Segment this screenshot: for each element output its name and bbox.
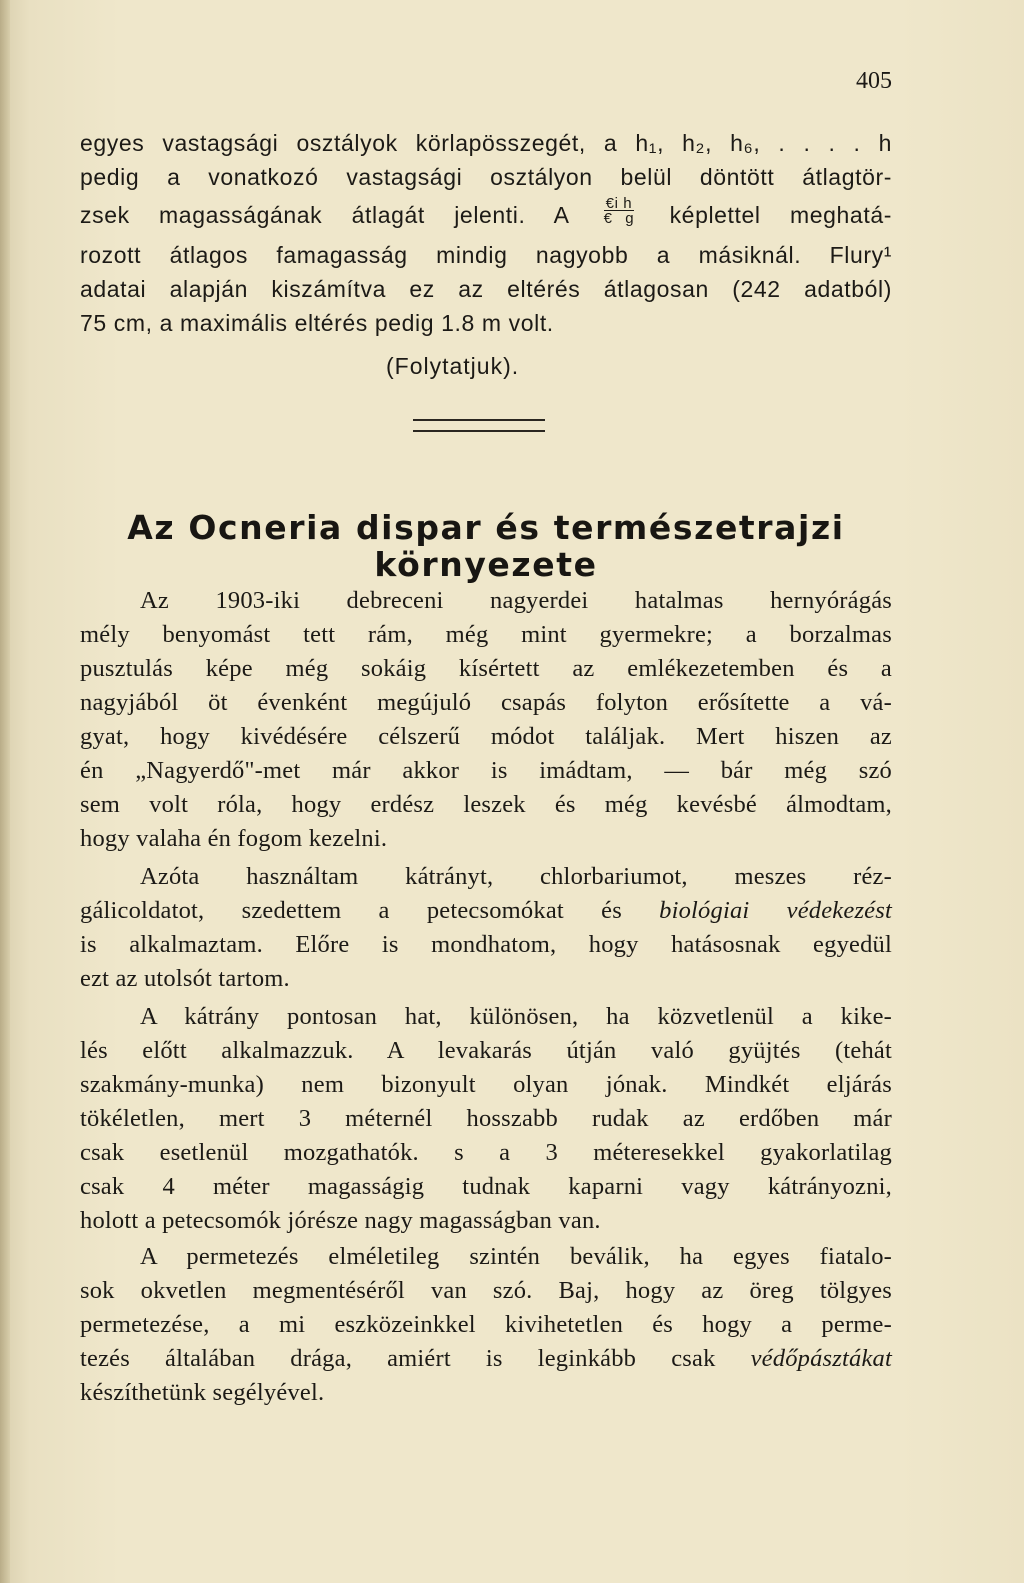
text-line: mély benyomást tett rám, még mint gyermekre; a borzalmas	[80, 621, 892, 648]
formula-fraction	[603, 194, 635, 227]
continued-note: (Folytatjuk).	[386, 353, 520, 379]
text-line: lés előtt alkalmazzuk. A levakarás útján való gyüjtés (tehát	[80, 1037, 892, 1064]
article-title-line2: környezete	[374, 545, 598, 584]
text-line: szakmány-munka) nem bizonyult olyan jónak. Mindkét eljárás	[80, 1071, 892, 1098]
text-segment: gálicoldatot, szedettem a petecsomókat és	[80, 897, 622, 924]
text-segment: képlettel meghatá-	[669, 202, 892, 228]
continued-paragraph	[80, 126, 892, 340]
article-title: Az Ocneria dispar és természetrajzi	[127, 508, 845, 547]
italic-text: védőpásztákat	[750, 1345, 892, 1372]
text-line: is alkalmaztam. Előre is mondhatom, hogy hatásosnak egyedül	[80, 931, 892, 958]
formula-denominator: € g	[603, 209, 635, 227]
text-line: gyat, hogy kivédésére célszerű módot találjak. Mert hiszen az	[80, 723, 892, 750]
text-line	[80, 1342, 892, 1376]
text-line: hogy valaha én fogom kezelni.	[80, 825, 388, 852]
text-line: nagyjából öt évenként megújuló csapás folyton erősítette a vá-	[80, 689, 892, 716]
text-line: pusztulás képe még sokáig kísértett az emlékezetemben és a	[80, 655, 892, 682]
article-paragraph-1	[80, 584, 892, 856]
text-line-with-formula	[80, 194, 892, 238]
article-paragraph-3	[80, 1000, 892, 1238]
text-line: holott a petecsomók jórésze nagy magasságban van.	[80, 1207, 601, 1234]
text-line: egyes vastagsági osztályok körlapösszegét, a h₁, h₂, h₆, . . . . h	[80, 130, 892, 156]
text-line: sem volt róla, hogy erdész leszek és még kevésbé álmodtam,	[80, 791, 892, 818]
text-line: tökéletlen, mert 3 méternél hosszabb rudak az erdőben már	[80, 1105, 892, 1132]
text-line: pedig a vonatkozó vastagsági osztályon belül döntött átlagtör-	[80, 164, 892, 190]
italic-text: biológiai védekezést	[659, 897, 892, 924]
article-paragraph-4	[80, 1240, 892, 1410]
text-segment: zsek magasságának átlagát jelenti. A	[80, 202, 569, 228]
section-divider	[413, 419, 545, 432]
text-line: sok okvetlen megmentéséről van szó. Baj, hogy az öreg tölgyes	[80, 1277, 892, 1304]
book-spine-shadow	[0, 0, 10, 1583]
text-line: én „Nagyerdő"-met már akkor is imádtam, — bár még szó	[80, 757, 892, 784]
article-paragraph-2	[80, 860, 892, 996]
text-line: csak 4 méter magasságig tudnak kaparni vagy kátrányozni,	[80, 1173, 892, 1200]
page-number: 405	[856, 68, 892, 94]
text-line: rozott átlagos famagasság mindig nagyobb a másiknál. Flury¹	[80, 242, 892, 268]
text-line: készíthetünk segélyével.	[80, 1379, 325, 1406]
text-line: csak esetlenül mozgathatók. s a 3 méteresekkel gyakorlatilag	[80, 1139, 892, 1166]
formula-numerator: €i h	[605, 194, 633, 212]
text-line: permetezése, a mi eszközeinkkel kivihetetlen és hogy a perme-	[80, 1311, 892, 1338]
text-line: ezt az utolsót tartom.	[80, 965, 290, 992]
text-line: Az 1903-iki debreceni nagyerdei hatalmas hernyórágás	[140, 587, 892, 614]
text-line: A kátrány pontosan hat, különösen, ha közvetlenül a kike-	[140, 1003, 892, 1030]
text-line: 75 cm, a maximális eltérés pedig 1.8 m volt.	[80, 310, 554, 336]
text-line: Azóta használtam kátrányt, chlorbariumot, meszes réz-	[140, 863, 892, 890]
text-line: adatai alapján kiszámítva ez az eltérés átlagosan (242 adatból)	[80, 276, 892, 302]
text-line: A permetezés elméletileg szintén beválik, ha egyes fiatalo-	[140, 1243, 892, 1270]
text-segment: tezés általában drága, amiért is leginkább csak	[80, 1345, 716, 1372]
text-line	[80, 894, 892, 928]
